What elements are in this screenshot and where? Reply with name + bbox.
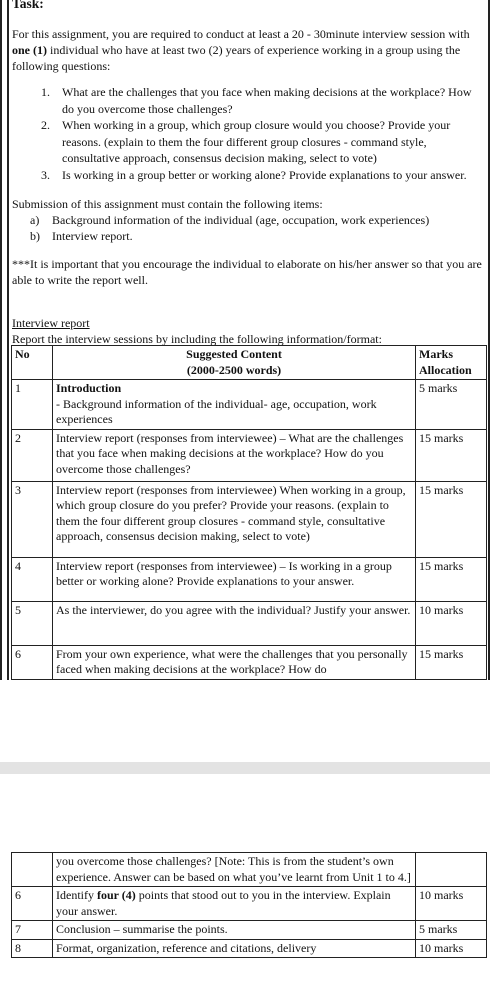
question-item: 2. When working in a group, which group closure would you choose? Provide your reasons. (explain to them the four different group closures - command style, consultative approach, consensus decision making, select to vote) (41, 118, 451, 165)
submission-item: a) Background information of the individual (age, occupation, work experiences) (30, 213, 430, 227)
report-table (11, 345, 487, 680)
intro-paragraph: For this assignment, you are required to conduct at least a 20 - 30minute interview session with one (1) individual who have at least two (2) years of experience working in a group using the following questions: (12, 27, 470, 73)
table-row: 1 Introduction - Background information of the individual- age, occupation, work experiences 5 marks (12, 380, 487, 430)
col-content-header: Suggested Content (2000-2500 words) (53, 346, 416, 380)
report-section-heading: Interview report Report the interview sessions by including the following information/format: (12, 316, 382, 346)
question-list (12, 84, 482, 183)
table-row: 5 As the interviewer, do you agree with the individual? Justify your answer. 10 marks (12, 601, 487, 645)
submission-section (12, 196, 482, 244)
table-row: 6 From your own experience, what were the challenges that you personally faced when making decisions at the workplace? How do 15 marks (12, 645, 487, 679)
table-row: 4 Interview report (responses from interviewee) – Is working in a group better or working alone? Provide explanations to your answer. 15 marks (12, 557, 487, 601)
report-table-continued (11, 852, 487, 958)
table-row: 2 Interview report (responses from interviewee) – What are the challenges that you face when making decisions at the workplace? How do you overcome those challenges? 15 marks (12, 429, 487, 481)
table-row: 8 Format, organization, reference and citations, delivery 10 marks (12, 939, 487, 958)
submission-item: b) Interview report. (30, 229, 133, 243)
table-header-row (12, 346, 487, 380)
table-row: 3 Interview report (responses from interviewee) When working in a group, which group closure do you prefer? Provide your reasons. (explain to them the four different group closures - command style, consultative approach, consensus decision making, select to vote) 15 marks (12, 481, 487, 557)
page-separator (0, 762, 490, 774)
question-item: 3. Is working in a group better or working alone? Provide explanations to your answer. (41, 167, 467, 182)
col-no-header: No (12, 346, 53, 380)
table-row: you overcome those challenges? [Note: This is from the student’s own experience. Answer can be based on what you’ve learnt from Unit 1 to 4.] (12, 853, 487, 887)
table-row: 7 Conclusion – summarise the points. 5 marks (12, 921, 487, 940)
table-row: 6 Identify four (4) points that stood out to you in the interview. Explain your answer. 10 marks (12, 887, 487, 921)
col-marks-header: Marks Allocation (416, 346, 487, 380)
elaborate-note: ***It is important that you encourage the individual to elaborate on his/her answer so that you are able to write the report well. (12, 257, 482, 287)
task-heading: Task: (12, 0, 44, 11)
page-left-border-inner (7, 0, 9, 680)
page-left-border (0, 0, 2, 680)
page-two (0, 850, 490, 991)
question-item: 1. What are the challenges that you face when making decisions at the workplace? How do you overcome those challenges? (41, 85, 472, 116)
submission-heading: Submission of this assignment must contain the following items: (12, 197, 323, 211)
